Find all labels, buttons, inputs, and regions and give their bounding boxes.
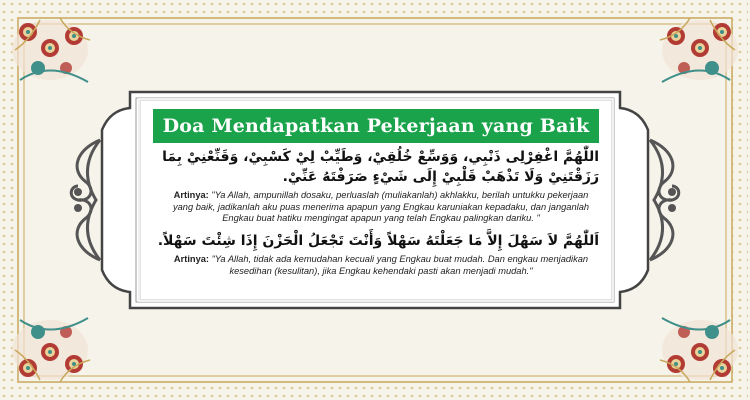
doa1-translation: "Ya Allah, ampunillah dosaku, perluaslah (muliakanlah) akhlakku, berilah untukku pekerjaan yang baik, jadikanlah aku puas menerima apapun yang Engkau karuniakan kepadaku, dan janganlah Engkau buat hatiku mengingat apapun yang telah Engkau palingkan dariku. "	[172, 190, 590, 224]
doa-card	[140, 100, 612, 300]
doa1-translation-label: Artinya:	[173, 190, 209, 200]
doa1-arabic: اللّٰهُمَّ اغْفِرْلِى ذَنْبِي، وَوَسِّعْ خُلُقِيْ، وَطَيِّبْ لِيْ كَسْبِيْ، وَقَنِّعْنِيْ بِمَا رَزَقْتَنِيْ وَلَا تَذْهَبْ قَلْبِيْ إِلَى شَيْءٍ صَرَفْتَهُ عَنِّيْ.	[162, 149, 599, 185]
doa2-translation-label: Artinya:	[173, 254, 210, 264]
page-title: Doa Mendapatkan Pekerjaan yang Baik	[153, 109, 599, 143]
doa2-translation-block	[171, 254, 591, 277]
doa2-arabic: اَللّٰهُمَّ لاَ سَهْلَ إِلاَّ مَا جَعَلْتَهُ سَهْلاً وَأَنْتَ تَجْعَلُ الْحَزْنَ إِذَا شِئْتَ سَهْلاً.	[157, 233, 599, 249]
doa1-translation-block	[171, 190, 591, 225]
doa2-translation: "Ya Allah, tidak ada kemudahan kecuali yang Engkau buat mudah. Dan engkau menjadikan kesedihan (kesulitan), jika Engkau kehendaki pasti akan menjadi mudah."	[211, 254, 589, 276]
